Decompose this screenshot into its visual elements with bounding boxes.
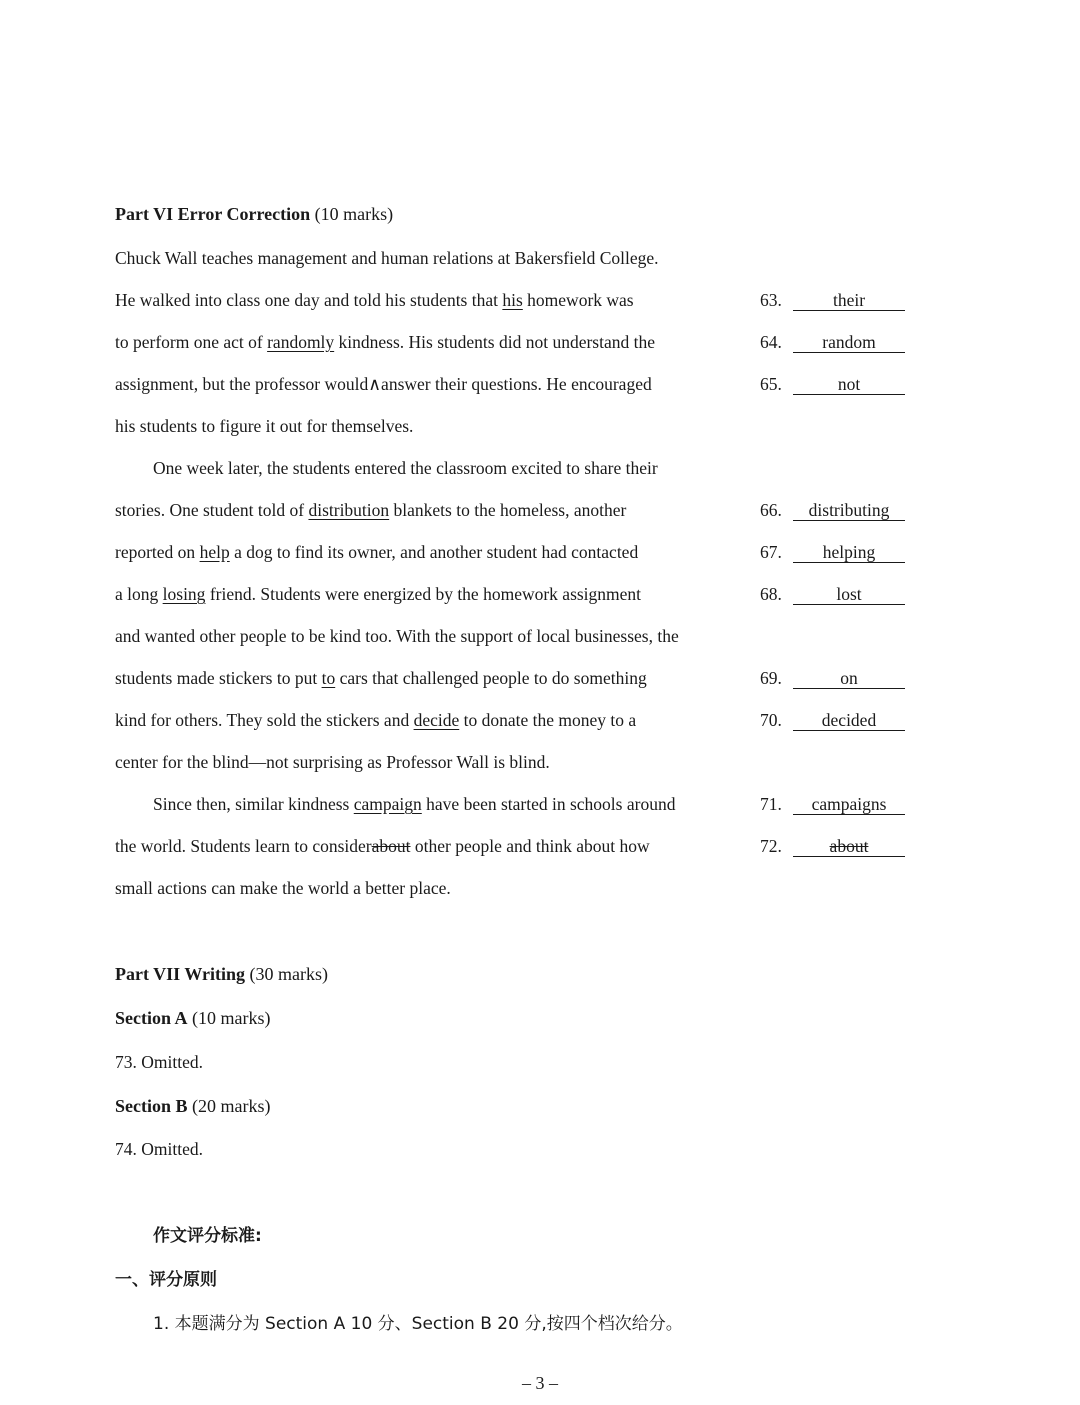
passage-line (153, 792, 675, 816)
passage-line (115, 498, 626, 522)
text-span: the world. Students learn to consider (115, 836, 372, 856)
answer-blank: helping (793, 542, 905, 563)
text-span: to donate the money to a (459, 710, 637, 730)
text-span: a dog to find its owner, and another student had contacted (229, 542, 639, 562)
answer-64 (760, 330, 910, 354)
item-74: 74. Omitted. (115, 1139, 203, 1159)
error-word: distribution (308, 500, 390, 520)
text-span: other people and think about how (410, 836, 650, 856)
text-span: stories. One student told of (115, 500, 309, 520)
text-span: blankets to the homeless, another (389, 500, 627, 520)
text-span: answer their questions. He encouraged (381, 374, 652, 394)
section-b-heading (115, 1094, 271, 1118)
item-73: 73. Omitted. (115, 1052, 203, 1072)
part7-marks: (30 marks) (249, 964, 328, 984)
text-span: reported on (115, 542, 200, 562)
text-span: kind for others. They sold the stickers and (115, 710, 414, 730)
answer-65 (760, 372, 910, 396)
answer-blank: not (793, 374, 905, 395)
part7-title: Part VII Writing (115, 964, 246, 984)
deleted-word: about (371, 836, 411, 856)
section-a-heading (115, 1006, 271, 1030)
part6-title: Part VI Error Correction (115, 204, 311, 224)
text-span: cars that challenged people to do something (335, 668, 647, 688)
text-span: Since then, similar kindness (153, 794, 354, 814)
passage-line: and wanted other people to be kind too. With the support of local businesses, the (115, 626, 679, 646)
answer-number: 68. (760, 584, 782, 604)
passage-line: small actions can make the world a better place. (115, 878, 451, 898)
error-word: randomly (267, 332, 335, 352)
error-word: his (502, 290, 523, 310)
passage-line: Chuck Wall teaches management and human relations at Bakersfield College. (115, 248, 659, 268)
passage-line: center for the blind—not surprising as Professor Wall is blind. (115, 752, 550, 772)
passage-line (115, 330, 655, 354)
answer-number: 70. (760, 710, 782, 730)
text-span: friend. Students were energized by the homework assignment (205, 584, 642, 604)
insertion-mark: ∧ (368, 374, 382, 394)
answer-blank: random (793, 332, 905, 353)
answer-63 (760, 288, 910, 312)
answer-blank: their (793, 290, 905, 311)
answer-number: 69. (760, 668, 782, 688)
error-word: campaign (353, 794, 422, 814)
criteria-subtitle: 一、评分原则 (115, 1270, 217, 1290)
answer-number: 71. (760, 794, 782, 814)
answer-70 (760, 708, 910, 732)
answer-blank: decided (793, 710, 905, 731)
answer-number: 66. (760, 500, 782, 520)
answer-66 (760, 498, 910, 522)
section-a-marks: (10 marks) (192, 1008, 271, 1028)
answer-number: 72. (760, 836, 782, 856)
answer-69 (760, 666, 910, 690)
text-span: to perform one act of (115, 332, 268, 352)
answer-number: 63. (760, 290, 782, 310)
passage-line: his students to figure it out for themselves. (115, 416, 414, 436)
answer-72 (760, 834, 910, 858)
text-span: have been started in schools around (421, 794, 676, 814)
passage-line (115, 666, 647, 690)
answer-number: 67. (760, 542, 782, 562)
section-a-title: Section A (115, 1008, 188, 1028)
text-span: kindness. His students did not understand the (334, 332, 655, 352)
answer-blank: lost (793, 584, 905, 605)
answer-number: 65. (760, 374, 782, 394)
error-word: help (199, 542, 230, 562)
passage-line (115, 288, 634, 312)
answer-67 (760, 540, 910, 564)
answer-71 (760, 792, 910, 816)
error-word: decide (413, 710, 460, 730)
text-span: assignment, but the professor would (115, 374, 369, 394)
passage-line (115, 834, 650, 858)
passage-line: One week later, the students entered the classroom excited to share their (153, 458, 658, 478)
text-span: a long (115, 584, 163, 604)
text-span: He walked into class one day and told his students that (115, 290, 503, 310)
answer-blank: on (793, 668, 905, 689)
answer-blank: distributing (793, 500, 905, 521)
answer-blank: campaigns (793, 794, 905, 815)
text-span: homework was (522, 290, 634, 310)
error-word: losing (162, 584, 206, 604)
section-b-title: Section B (115, 1096, 188, 1116)
answer-68 (760, 582, 910, 606)
passage-line (115, 540, 638, 564)
text-span: students made stickers to put (115, 668, 322, 688)
passage-line (115, 708, 636, 732)
criteria-item-1: 1. 本题满分为 Section A 10 分、Section B 20 分,按四个档次给分。 (153, 1314, 683, 1334)
answer-number: 64. (760, 332, 782, 352)
criteria-title: 作文评分标准: (153, 1226, 262, 1246)
page-number: – 3 – (522, 1373, 558, 1393)
passage-line (115, 582, 641, 606)
part6-heading (115, 202, 393, 226)
part7-heading (115, 962, 328, 986)
error-word: to (321, 668, 336, 688)
section-b-marks: (20 marks) (192, 1096, 271, 1116)
passage-line (115, 372, 652, 396)
answer-blank: about (793, 836, 905, 857)
part6-marks: (10 marks) (314, 204, 394, 224)
